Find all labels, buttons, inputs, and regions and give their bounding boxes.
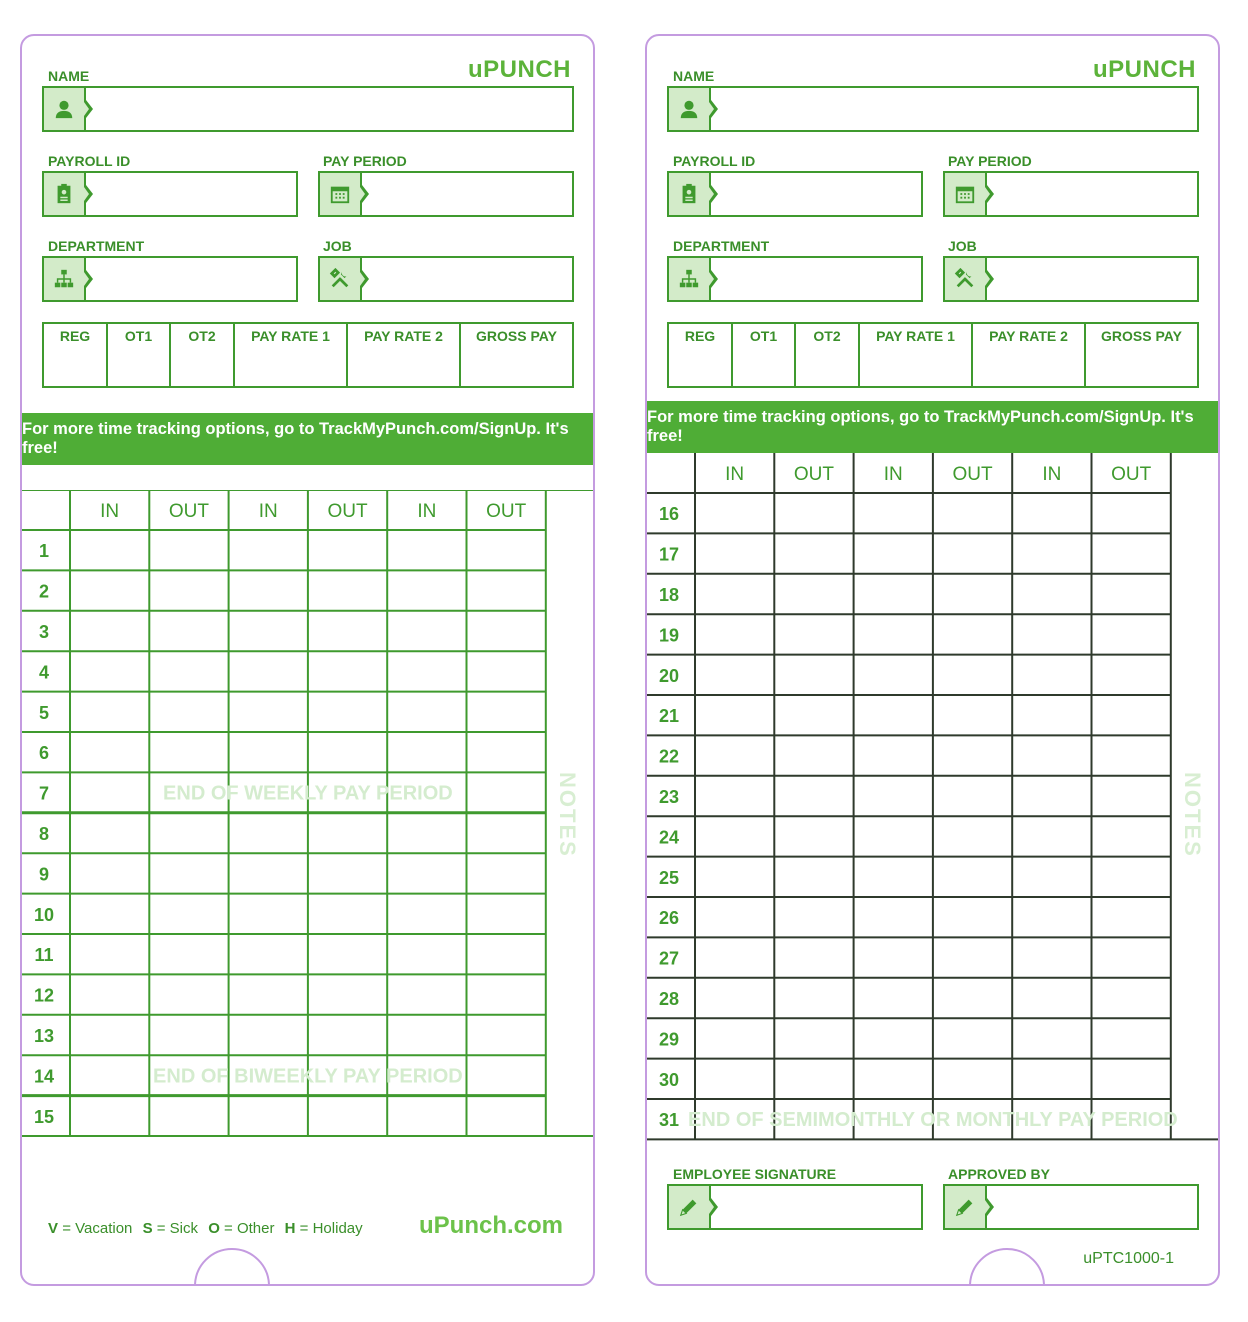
name-label: NAME — [673, 68, 715, 84]
approved-by-label: APPROVED BY — [948, 1166, 1050, 1182]
pay-rate-1-header: PAY RATE 1 — [235, 324, 348, 386]
person-icon — [44, 88, 86, 130]
row-number: 17 — [658, 544, 680, 565]
promo-banner: For more time tracking options, go to TrackMyPunch.com/SignUp. It's free! — [22, 413, 593, 465]
row-number: 27 — [658, 948, 680, 969]
pay-period-field[interactable] — [943, 171, 1199, 217]
column-header: OUT — [486, 501, 527, 522]
org-chart-icon — [669, 258, 711, 300]
gross-pay-header: GROSS PAY — [476, 328, 557, 344]
row-number: 29 — [658, 1029, 680, 1050]
row-number: 10 — [33, 904, 55, 925]
row-number: 23 — [658, 787, 680, 807]
pay-rate-1-header: PAY RATE 1 — [860, 324, 973, 386]
punch-grid[interactable] — [647, 453, 1220, 1143]
department-label: DEPARTMENT — [48, 238, 145, 254]
row-number: 18 — [658, 585, 680, 605]
summary-table[interactable] — [42, 322, 574, 388]
employee-signature-field[interactable] — [667, 1184, 923, 1230]
column-header: IN — [258, 501, 278, 522]
biweekly-period-watermark: END OF BIWEEKLY PAY PERIOD — [153, 1065, 463, 1088]
row-number: 30 — [658, 1069, 680, 1090]
row-number: 15 — [33, 1106, 55, 1127]
legend-o-text: = Other — [224, 1220, 275, 1237]
pay-period-field[interactable] — [318, 171, 574, 217]
payroll-id-field[interactable] — [42, 171, 298, 217]
employee-signature-label: EMPLOYEE SIGNATURE — [673, 1166, 837, 1182]
pay-rate-2-header: PAY RATE 2 — [973, 324, 1086, 386]
column-header: OUT — [952, 464, 993, 485]
payroll-id-label: PAYROLL ID — [48, 153, 131, 169]
reg-header: REG — [669, 324, 733, 386]
notes-label: NOTES — [1180, 772, 1205, 858]
row-number: 3 — [38, 622, 50, 642]
row-number: 7 — [38, 783, 50, 804]
calendar-icon — [945, 173, 987, 215]
org-chart-icon — [44, 258, 86, 300]
row-number: 2 — [38, 581, 50, 602]
job-label: JOB — [948, 238, 977, 254]
pencil-icon — [945, 1186, 987, 1228]
reg-header: REG — [44, 324, 108, 386]
legend — [48, 1220, 363, 1237]
row-number: 20 — [658, 665, 680, 686]
row-number: 22 — [658, 746, 680, 767]
brand-logo: uPUNCH — [1093, 56, 1196, 83]
site-url: uPunch.com — [418, 1212, 563, 1239]
row-number: 13 — [33, 1026, 55, 1046]
legend-v-text: = Vacation — [62, 1220, 133, 1237]
row-number: 9 — [38, 864, 50, 885]
row-number: 4 — [38, 662, 50, 683]
row-number: 12 — [33, 985, 55, 1006]
name-field[interactable] — [667, 86, 1199, 132]
legend-h: H — [284, 1220, 296, 1237]
column-header: OUT — [1111, 464, 1152, 485]
column-header: IN — [725, 464, 745, 485]
brand-logo: uPUNCH — [468, 56, 571, 83]
calendar-icon — [320, 173, 362, 215]
weekly-period-watermark: END OF WEEKLY PAY PERIOD — [163, 782, 453, 805]
name-field[interactable] — [42, 86, 574, 132]
time-card-back — [645, 34, 1220, 1286]
legend-o: O — [208, 1220, 220, 1237]
row-number: 14 — [33, 1066, 55, 1087]
ot2-header: OT2 — [796, 324, 860, 386]
badge-icon — [669, 173, 711, 215]
pay-period-label: PAY PERIOD — [948, 153, 1032, 169]
time-card-front — [20, 34, 595, 1286]
tools-icon — [945, 258, 987, 300]
pencil-icon — [669, 1186, 711, 1228]
row-number: 6 — [38, 743, 50, 764]
department-label: DEPARTMENT — [673, 238, 770, 254]
ot1-header: OT1 — [108, 324, 171, 386]
payroll-id-label: PAYROLL ID — [673, 153, 756, 169]
column-header: IN — [100, 501, 120, 522]
legend-s-text: = Sick — [156, 1220, 199, 1237]
notes-label: NOTES — [555, 772, 580, 858]
tools-icon — [320, 258, 362, 300]
job-field[interactable] — [943, 256, 1199, 302]
column-header: IN — [417, 501, 437, 522]
legend-s: S — [142, 1220, 153, 1237]
punch-grid[interactable] — [22, 490, 595, 1140]
row-number: 24 — [658, 827, 680, 848]
column-header: OUT — [168, 501, 210, 522]
job-field[interactable] — [318, 256, 574, 302]
row-number: 8 — [38, 824, 50, 844]
column-header: OUT — [793, 464, 835, 485]
monthly-period-watermark: END OF SEMIMONTHLY OR MONTHLY PAY PERIOD — [688, 1109, 1178, 1132]
column-header: IN — [1042, 464, 1062, 485]
card-notch — [969, 1248, 1045, 1286]
row-number: 31 — [658, 1110, 680, 1131]
ot1-header: OT1 — [733, 324, 796, 386]
department-field[interactable] — [667, 256, 923, 302]
column-header: IN — [883, 464, 903, 485]
row-number: 26 — [658, 908, 680, 929]
pay-rate-2-header: PAY RATE 2 — [348, 324, 461, 386]
payroll-id-field[interactable] — [667, 171, 923, 217]
badge-icon — [44, 173, 86, 215]
summary-table[interactable] — [667, 322, 1199, 388]
row-number: 19 — [658, 625, 680, 646]
legend-v: V — [48, 1220, 59, 1237]
person-icon — [669, 88, 711, 130]
row-number: 16 — [658, 504, 680, 525]
ot2-header: OT2 — [171, 324, 235, 386]
department-field[interactable] — [42, 256, 298, 302]
row-number: 5 — [38, 702, 50, 723]
row-number: 11 — [34, 945, 54, 966]
job-label: JOB — [323, 238, 352, 254]
row-number: 21 — [658, 706, 680, 727]
gross-pay-header: GROSS PAY — [1101, 328, 1182, 344]
name-label: NAME — [48, 68, 90, 84]
product-code: uPTC1000-1 — [1083, 1250, 1174, 1267]
pay-period-label: PAY PERIOD — [323, 153, 407, 169]
column-header: OUT — [327, 501, 368, 522]
approved-by-field[interactable] — [943, 1184, 1199, 1230]
legend-h-text: = Holiday — [299, 1220, 363, 1237]
row-number: 1 — [38, 541, 50, 562]
row-number: 25 — [658, 867, 680, 888]
promo-banner: For more time tracking options, go to TrackMyPunch.com/SignUp. It's free! — [647, 401, 1218, 453]
row-number: 28 — [658, 989, 680, 1009]
card-notch — [194, 1248, 270, 1286]
